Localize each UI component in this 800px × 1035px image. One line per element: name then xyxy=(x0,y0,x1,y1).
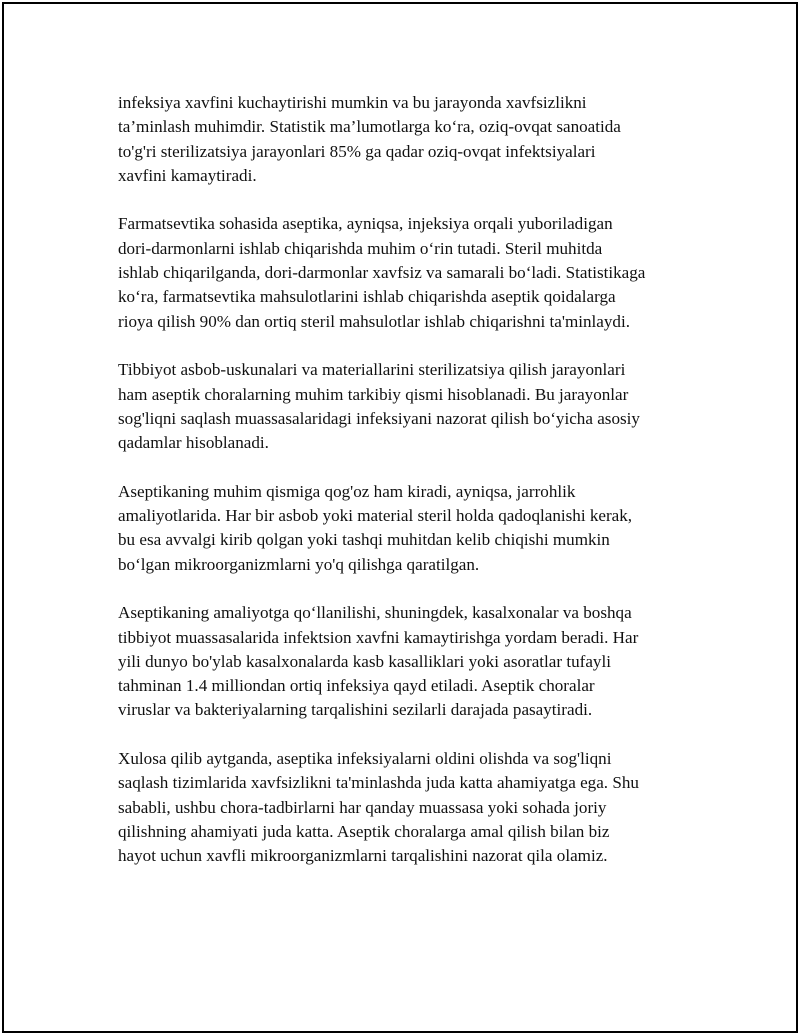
paragraph-medical-equipment: Tibbiyot asbob-uskunalari va materiallarini sterilizatsiya qilish jarayonlari ham aseptik choralarning muhim tarkibiy qismi hisoblanadi. Bu jarayonlar sog'liqni saqlash muassasalaridagi infeksiyani nazorat qilish bo‘yicha asosiy qadamlar hisoblanadi. xyxy=(118,360,640,453)
paragraph-conclusion: Xulosa qilib aytganda, aseptika infeksiyalarni oldini olishda va sog'liqni saqlash tizimlarida xavfsizlikni ta'minlashda juda katta ahamiyatga ega. Shu sababli, ushbu chora-tadbirlarni har qanday muassasa yoki sohada joriy qilishning ahamiyati juda katta. Aseptik choralarga amal qilish bilan biz hayot uchun xavfli mikroorganizmlarni tarqalishini nazorat qila olamiz. xyxy=(118,749,639,866)
paragraph-pharmaceutics: Farmatsevtika sohasida aseptika, ayniqsa, injeksiya orqali yuboriladigan dori-darmonlarni ishlab chiqarishda muhim o‘rin tutadi. Steril muhitda ishlab chiqarilganda, dori-darmonlar xavfsiz va samarali bo‘ladi. Statistikaga ko‘ra, farmatsevtika mahsulotlarini ishlab chiqarishda aseptik qoidalarga rioya qilish 90% dan ortiq steril mahsulotlar ishlab chiqarishni ta'minlaydi. xyxy=(118,214,646,331)
paragraph-hospitals: Aseptikaning amaliyotga qo‘llanilishi, shuningdek, kasalxonalar va boshqa tibbiyot muassasalarida infektsion xavfni kamaytirishga yordam beradi. Har yili dunyo bo'ylab kasalxonalarda kasb kasalliklari yoki asoratlar tufayli tahminan 1.4 milliondan ortiq infeksiya qayd etiladi. Aseptik choralar viruslar va bakteriyalarning tarqalishini sezilarli darajada pasaytiradi. xyxy=(118,603,639,720)
document-body xyxy=(118,91,698,893)
paragraph-food-industry: infeksiya xavfini kuchaytirishi mumkin va bu jarayonda xavfsizlikni ta’minlash muhimdir. Statistik ma’lumotlarga ko‘ra, oziq-ovqat sanoatida to'g'ri sterilizatsiya jarayonlari 85% ga qadar oziq-ovqat infektsiyalari xavfini kamaytiradi. xyxy=(118,93,621,185)
paragraph-packaging: Aseptikaning muhim qismiga qog'oz ham kiradi, ayniqsa, jarrohlik amaliyotlarida. Har bir asbob yoki material steril holda qadoqlanishi kerak, bu esa avvalgi kirib qolgan yoki tashqi muhitdan kelib chiqishi mumkin bo‘lgan mikroorganizmlarni yo'q qilishga qaratilgan. xyxy=(118,481,633,574)
